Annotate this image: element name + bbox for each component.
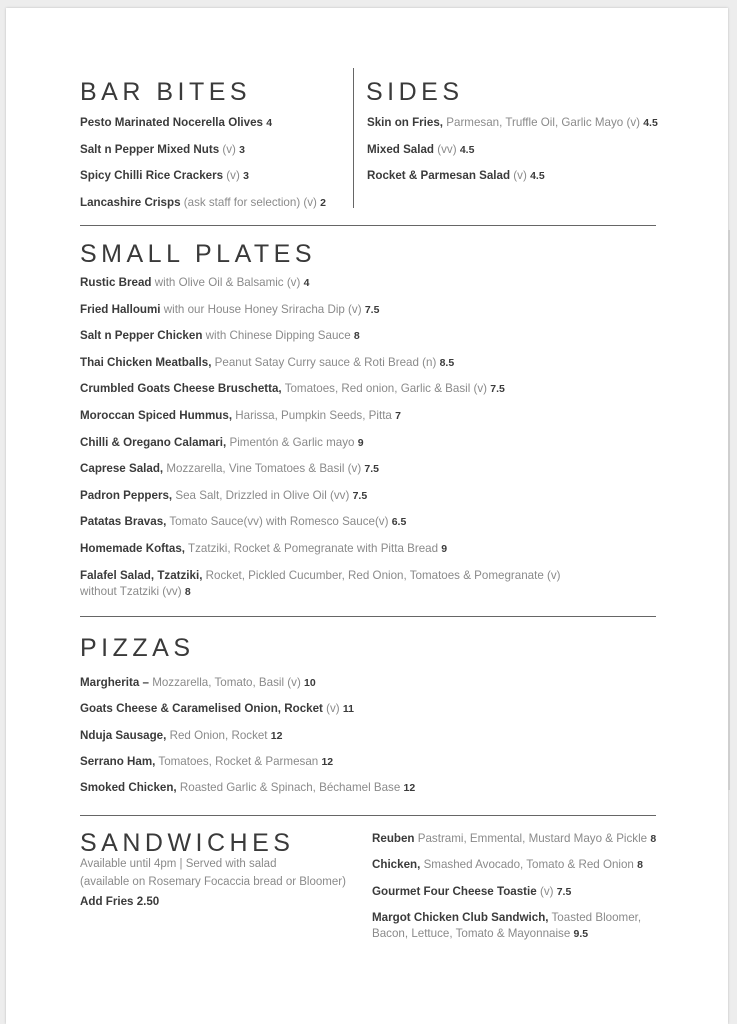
item-description: Tomatoes, Rocket & Parmesan <box>158 754 319 768</box>
item-description: Toasted Bloomer, <box>551 910 642 924</box>
item-name: Margherita – <box>80 676 149 689</box>
item-name: Spicy Chilli Rice Crackers <box>80 169 224 182</box>
menu-item <box>372 910 656 940</box>
pizzas-heading: PIZZAS <box>80 634 195 662</box>
item-name: Gourmet Four Cheese Toastie <box>372 884 537 898</box>
item-name: Salt n Pepper Mixed Nuts <box>80 142 220 156</box>
item-price: 4 <box>303 277 310 289</box>
item-description-continued: Bacon, Lettuce, Tomato & Mayonnaise <box>372 926 571 940</box>
item-price: 12 <box>321 755 334 768</box>
menu-item <box>80 329 561 356</box>
item-description: with Olive Oil & Balsamic (v) <box>154 276 301 289</box>
section-divider <box>80 815 656 816</box>
item-name: Thai Chicken Meatballs, <box>80 355 212 369</box>
item-description: (v) <box>539 884 554 898</box>
item-name: Moroccan Spiced Hummus, <box>80 408 233 422</box>
item-price: 8 <box>353 330 360 343</box>
item-price: 7.5 <box>556 885 572 898</box>
bar-bites-list <box>80 116 326 222</box>
section-divider <box>80 225 656 226</box>
item-name: Mixed Salad <box>367 142 435 156</box>
item-price: 9 <box>357 436 364 449</box>
item-description: (v) <box>326 702 340 716</box>
item-description: Parmesan, Truffle Oil, Garlic Mayo (v) <box>446 116 640 129</box>
menu-item <box>80 515 561 542</box>
item-name: Skin on Fries, <box>367 116 444 129</box>
item-description: Peanut Satay Curry sauce & Roti Bread (n) <box>214 355 437 369</box>
item-description: (v) <box>222 142 236 156</box>
sandwiches-heading: SANDWICHES <box>80 829 295 857</box>
item-name: Serrano Ham, <box>80 754 156 768</box>
item-name: Patatas Bravas, <box>80 515 167 529</box>
menu-item <box>80 702 415 728</box>
item-description: Mozzarella, Vine Tomatoes & Basil (v) <box>166 462 362 476</box>
item-price: 11 <box>342 703 355 716</box>
item-description: (ask staff for selection) (v) <box>183 195 317 209</box>
item-price: 12 <box>403 782 416 795</box>
item-description: (v) <box>226 169 240 182</box>
menu-item <box>372 885 656 911</box>
item-description-continued: without Tzatziki (vv) <box>80 584 182 598</box>
item-price: 7.5 <box>364 303 380 316</box>
sandwiches-list <box>372 832 657 940</box>
item-price: 4.5 <box>459 143 475 156</box>
item-description: (v) <box>513 169 527 182</box>
item-price: 4 <box>266 117 273 129</box>
add-fries: Add Fries 2.50 <box>80 895 160 908</box>
item-name: Salt n Pepper Chicken <box>80 329 203 343</box>
item-description: Red Onion, Rocket <box>169 728 268 742</box>
menu-item <box>80 436 561 463</box>
item-description: Rocket, Pickled Cucumber, Red Onion, Tomatoes & Pomegranate (v) <box>205 568 561 582</box>
menu-item <box>80 569 561 596</box>
item-name: Falafel Salad, Tzatziki, <box>80 568 203 582</box>
item-name: Nduja Sausage, <box>80 728 167 742</box>
menu-item <box>80 276 561 303</box>
item-name: Homemade Koftas, <box>80 541 186 555</box>
item-name: Chilli & Oregano Calamari, <box>80 435 227 449</box>
menu-item <box>367 116 658 143</box>
item-price: 8 <box>650 833 657 845</box>
menu-item <box>80 409 561 436</box>
item-description: Pimentón & Garlic mayo <box>229 435 355 449</box>
item-name: Pesto Marinated Nocerella Olives <box>80 116 263 129</box>
item-price: 8 <box>184 585 191 598</box>
item-description: with Chinese Dipping Sauce <box>205 329 351 343</box>
item-name: Caprese Salad, <box>80 462 164 476</box>
item-name: Goats Cheese & Caramelised Onion, Rocket <box>80 702 323 716</box>
item-name: Smoked Chicken, <box>80 781 177 795</box>
menu-item <box>80 382 561 409</box>
menu-item <box>80 542 561 569</box>
item-description: Tomatoes, Red onion, Garlic & Basil (v) <box>284 382 488 396</box>
menu-item <box>80 781 415 807</box>
menu-item <box>80 489 561 516</box>
item-name: Lancashire Crisps <box>80 195 181 209</box>
sandwiches-availability: Available until 4pm | Served with salad <box>80 858 277 870</box>
item-name: Rustic Bread <box>80 276 152 289</box>
section-divider <box>80 616 656 617</box>
item-price: 10 <box>304 677 316 689</box>
item-price: 9 <box>441 542 448 555</box>
menu-item <box>80 729 415 755</box>
item-description: with our House Honey Sriracha Dip (v) <box>163 302 362 316</box>
item-description: Smashed Avocado, Tomato & Red Onion <box>423 858 634 872</box>
menu-item <box>80 303 561 330</box>
menu-item <box>372 832 656 858</box>
item-price: 12 <box>270 729 283 742</box>
item-description: Harissa, Pumpkin Seeds, Pitta <box>235 408 392 422</box>
item-price: 9.5 <box>573 927 589 940</box>
column-divider <box>353 68 354 208</box>
menu-item <box>80 755 415 781</box>
item-name: Crumbled Goats Cheese Bruschetta, <box>80 382 282 396</box>
item-description: Sea Salt, Drizzled in Olive Oil (vv) <box>175 488 350 502</box>
sandwiches-bread-options: (available on Rosemary Focaccia bread or Bloomer) <box>80 876 346 888</box>
scrollbar[interactable] <box>728 230 730 790</box>
item-price: 3 <box>243 170 249 182</box>
menu-item <box>80 116 326 143</box>
item-second-line <box>372 927 656 940</box>
sides-list <box>367 116 658 196</box>
pizzas-list <box>80 676 415 807</box>
item-name: Reuben <box>372 832 415 845</box>
menu-item <box>372 858 656 884</box>
item-price: 4.5 <box>643 117 658 129</box>
menu-item <box>80 196 326 223</box>
item-price: 4.5 <box>530 170 545 182</box>
item-description: Tzatziki, Rocket & Pomegranate with Pitta Bread <box>188 541 439 555</box>
menu-item <box>80 169 326 196</box>
menu-item <box>367 143 658 170</box>
item-second-line <box>80 585 561 598</box>
sides-heading: SIDES <box>366 78 464 106</box>
item-price: 7.5 <box>490 383 505 396</box>
item-name: Rocket & Parmesan Salad <box>367 169 511 182</box>
item-price: 2 <box>320 196 326 209</box>
item-price: 8 <box>637 859 643 872</box>
sandwiches-note <box>80 855 346 891</box>
item-price: 8.5 <box>439 356 455 369</box>
item-price: 7.5 <box>364 463 380 476</box>
item-name: Fried Halloumi <box>80 302 161 316</box>
item-name: Chicken, <box>372 858 421 872</box>
item-description: (vv) <box>437 142 457 156</box>
item-price: 3 <box>239 143 245 156</box>
menu-item <box>80 143 326 170</box>
item-name: Margot Chicken Club Sandwich, <box>372 910 549 924</box>
item-description: Mozzarella, Tomato, Basil (v) <box>152 676 301 689</box>
item-description: Pastrami, Emmental, Mustard Mayo & Pickle <box>417 832 648 845</box>
item-price: 6.5 <box>391 516 407 529</box>
menu-page <box>6 8 728 1024</box>
item-name: Padron Peppers, <box>80 488 173 502</box>
small-plates-heading: SMALL PLATES <box>80 240 317 268</box>
small-plates-list <box>80 276 561 598</box>
item-description: Roasted Garlic & Spinach, Béchamel Base <box>179 781 401 795</box>
item-price: 7 <box>395 409 401 422</box>
bar-bites-heading: BAR BITES <box>80 78 252 106</box>
menu-item <box>80 462 561 489</box>
menu-item <box>80 356 561 383</box>
item-price: 7.5 <box>352 489 368 502</box>
item-description: Tomato Sauce(vv) with Romesco Sauce(v) <box>169 515 389 529</box>
menu-item <box>367 169 658 196</box>
menu-item <box>80 676 415 702</box>
